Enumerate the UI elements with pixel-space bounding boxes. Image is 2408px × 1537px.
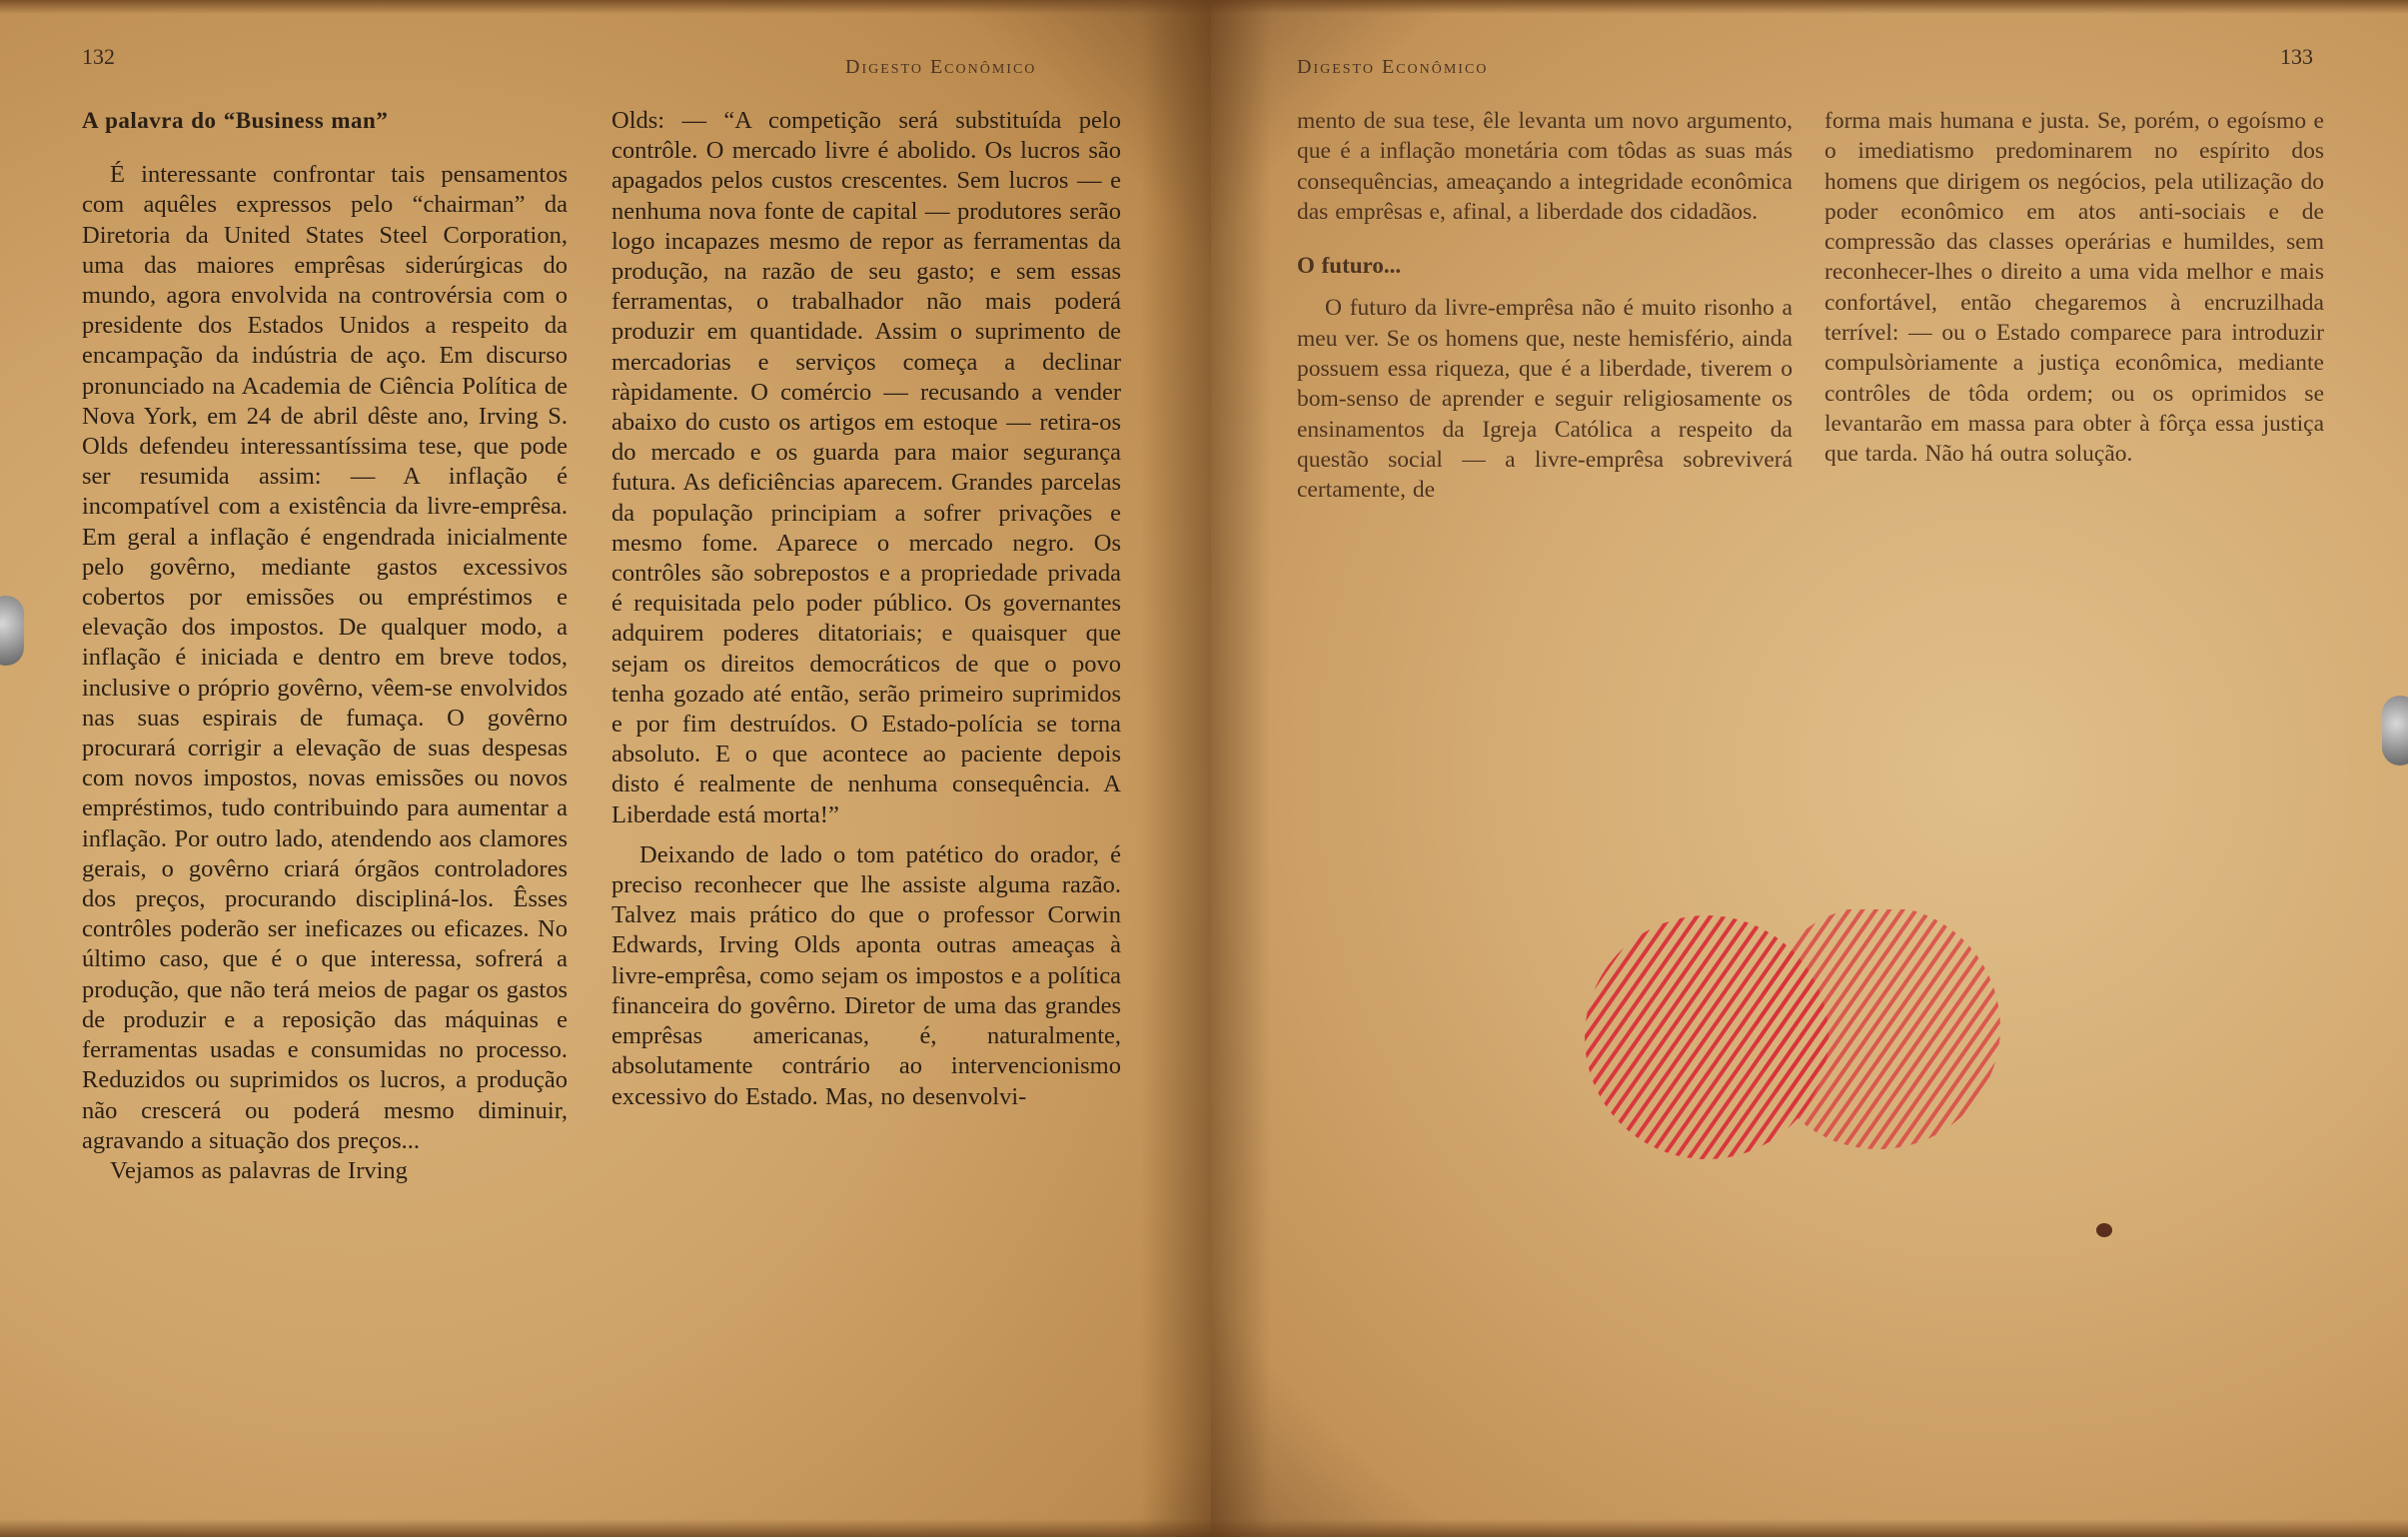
page-edge-shadow bbox=[1211, 1519, 2408, 1537]
paragraph: Vejamos as palavras de Irving bbox=[110, 1156, 408, 1184]
paragraph: É interessante confrontar tais pensamentos com aquêles expressos pelo “chairman” da Diretoria da United States Steel Corporation, uma das maiores emprêsas siderúrgicas do mundo, agora envolvida na controvérsia com o presidente dos Estados Unidos a respeito da encampação da indústria de aço. Em discurso pronunciado na Academia de Ciência Política de Nova York, em 24 de abril dêste ano, Irving S. Olds defendeu interessantíssima tese, que pode ser resumida assim: — A inflação é incompatível com a existência da livre-emprêsa. Em geral a inflação é engendrada inicialmente pelo govêrno, mediante gastos excessivos cobertos por emissões ou empréstimos e elevação dos impostos. De qualquer modo, a inflação é iniciada e dentro em breve todos, inclusive o próprio govêrno, vêem-se envolvidos nas suas espirais de fumaça. O govêrno procurará corrigir a elevação de suas despesas com novos impostos, novas emissões ou novos empréstimos, tudo contribuindo para aumentar a inflação. Por outro lado, atendendo aos clamores gerais, o govêrno criará órgãos controladores dos preços, procurando discipliná-los. Êsses contrôles poderão ser ineficazes ou eficazes. No último caso, que é o que interessa, sofrerá a produção, que não terá meios de pagar os gastos de produzir e a reposição das máquinas e ferramentas usadas e consumidas no processo. Reduzidos ou suprimidos os lucros, a produção não crescerá ou poderá mesmo diminuir, agravando a situação dos preços... bbox=[82, 161, 568, 1154]
page-edge-shadow bbox=[1211, 0, 2408, 14]
page-edge-shadow bbox=[0, 1519, 1211, 1537]
left-column-1 bbox=[82, 106, 568, 1186]
paragraph: forma mais humana e justa. Se, porém, o egoísmo e o imediatismo predominarem no espírito dos homens que dirigem os negócios, pela utilização do poder econômico em atos anti-sociais e de compressão das classes operárias e humildes, sem reconhecer-lhes o direito a uma vida melhor e mais confortável, então chegaremos à encruzilhada terrível: — ou o Estado comparece para introduzir compulsòriamente a justiça econômica, mediante contrôles de tôda ordem; ou os oprimidos se levantarão em massa para obter à fôrça essa justiça que tarda. Não há outra solução. bbox=[1824, 108, 2324, 468]
running-head-left: Digesto Econômico bbox=[845, 56, 1037, 78]
hatched-circle-left bbox=[1585, 915, 1828, 1159]
paragraph: Deixando de lado o tom patético do orador, é preciso reconhecer que lhe assiste alguma razão. Talvez mais prático do que o professor Corwin Edwards, Irving Olds aponta outras ameaças à livre-emprêsa, como sejam os impostos e a política financeira do govêrno. Diretor de uma das grandes emprêsas americanas, é, naturalmente, absolutamente contrário ao intervencionismo excessivo do Estado. Mas, no desenvolvi- bbox=[611, 840, 1121, 1110]
paragraph: mento de sua tese, êle levanta um novo argumento, que é a inflação monetária com tôdas as suas más consequências, ameaçando a integridade econômica das emprêsas e, afinal, a liberdade dos cidadãos. bbox=[1297, 108, 1793, 225]
right-column-2 bbox=[1824, 106, 2324, 470]
section-heading: A palavra do “Business man” bbox=[82, 108, 389, 133]
running-head-right: Digesto Econômico bbox=[1297, 56, 1489, 78]
left-column-2 bbox=[611, 106, 1121, 1112]
page-number-left: 132 bbox=[82, 44, 115, 69]
page-edge-shadow bbox=[0, 0, 1211, 14]
right-page bbox=[1211, 0, 2408, 1537]
page-number-right: 133 bbox=[2280, 44, 2313, 69]
gutter-shadow bbox=[1141, 0, 1211, 1537]
paragraph: Olds: — “A competição será substituída pelo contrôle. O mercado livre é abolido. Os lucros são apagados pelos custos crescentes. Sem lucros — e nenhuma nova fonte de capital — produtores serão logo incapazes mesmo de repor as ferramentas da produção, na razão de seu gasto; e sem essas ferramentas, o trabalhador não mais poderá produzir em quantidade. Assim o suprimento de mercadorias e serviços começa a declinar ràpidamente. O comércio — recusando a vender abaixo do custo os artigos em estoque — retira-os do mercado e os guarda para maior segurança futura. As deficiências aparecem. Grandes parcelas da população principiam a sofrer privações e mesmo fome. Aparece o mercado negro. Os contrôles são sobrepostos e a propriedade privada é requisitada pelo poder público. Os governantes adquirem poderes ditatoriais; e quaisquer que sejam os direitos democráticos de que o povo tenha gozado até então, serão primeiro suprimidos e por fim destruídos. O Estado-polícia se torna absoluto. E o que acontece ao paciente depois disto é realmente de nenhuma consequência. A Liberdade está morta!” bbox=[611, 107, 1121, 828]
paragraph: O futuro da livre-emprêsa não é muito risonho a meu ver. Se os homens que, neste hemisfério, ainda possuem essa riqueza, que é a liberdade, tiverem o bom-senso de aprender e seguir religiosamente os ensinamentos da Igreja Católica a respeito da questão social — a livre-emprêsa sobreviverá certamente, de bbox=[1297, 295, 1793, 504]
binding-clip bbox=[2382, 696, 2408, 766]
section-subheading: O futuro... bbox=[1297, 253, 1402, 279]
ink-spot bbox=[2096, 1223, 2112, 1237]
hatched-circles-ornament bbox=[1579, 909, 2018, 1159]
binding-clip bbox=[0, 596, 24, 666]
right-column-1 bbox=[1297, 106, 1793, 506]
gutter-shadow bbox=[1211, 0, 1271, 1537]
